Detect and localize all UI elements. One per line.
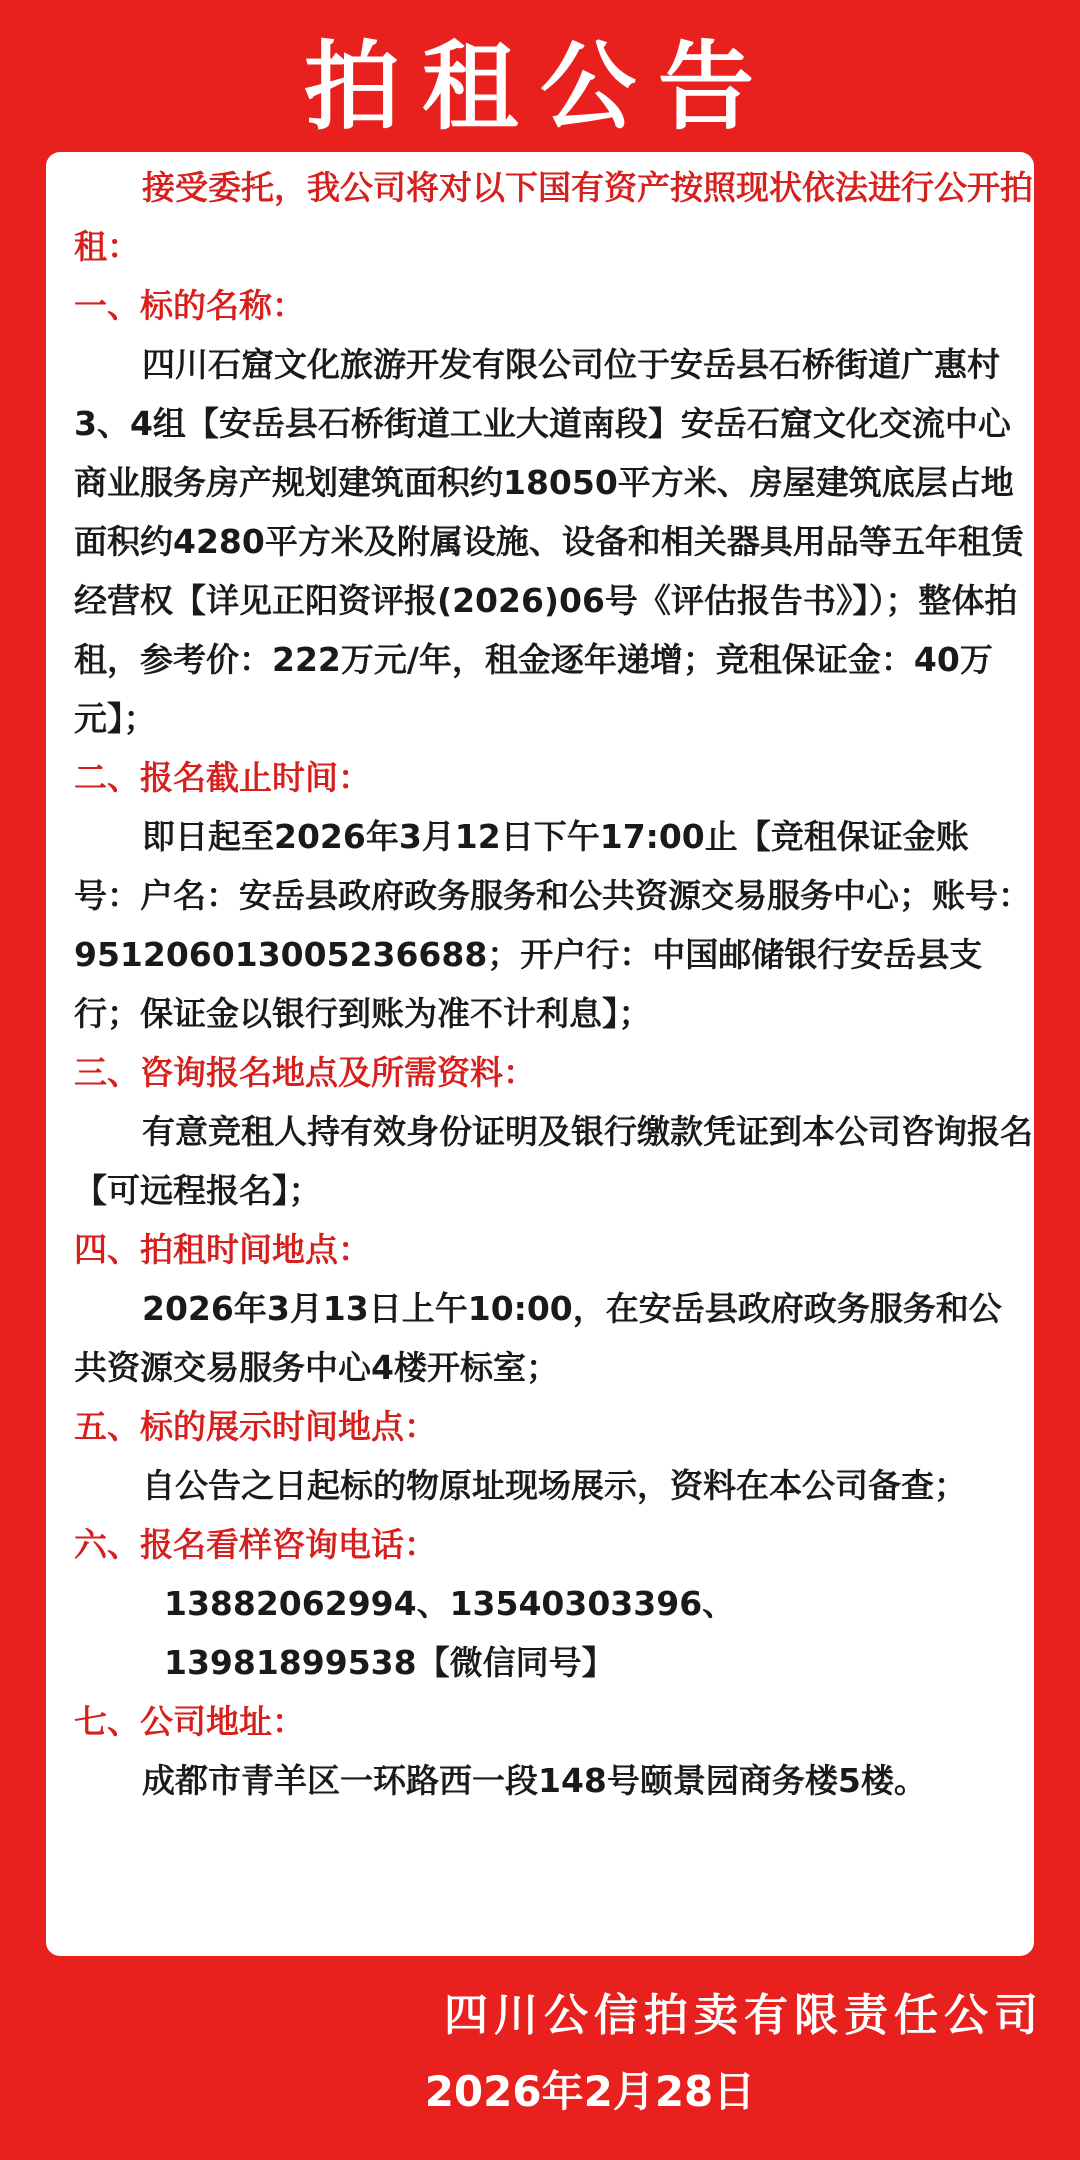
- notice-content: [74, 158, 1034, 1810]
- section-body-5: 自公告之日起标的物原址现场展示，资料在本公司备查；: [142, 1466, 967, 1505]
- section-body-3: 有意竞租人持有效身份证明及银行缴款凭证到本公司咨询报名【可远程报名】；: [74, 1112, 1033, 1210]
- section-heading-1: 一、标的名称：: [74, 286, 305, 325]
- section-heading-6: 六、报名看样咨询电话：: [74, 1525, 437, 1564]
- intro-sentence: 接受委托，我公司将对以下国有资产按照现状依法进行公开拍租：: [74, 168, 1033, 266]
- section-heading-2: 二、报名截止时间：: [74, 758, 371, 797]
- section-heading-5: 五、标的展示时间地点：: [74, 1407, 437, 1446]
- phone-numbers-line-2: 13981899538【微信同号】: [164, 1643, 615, 1682]
- section-body-4: 2026年3月13日上午10:00，在安岳县政府政务服务和公共资源交易服务中心4楼开标室；: [74, 1289, 1002, 1387]
- section-body-7: 成都市青羊区一环路西一段148号颐景园商务楼5楼。: [142, 1761, 927, 1800]
- footer-date: 2026年2月28日: [424, 2067, 756, 2116]
- intro-text: [74, 158, 1034, 276]
- footer-company-name: 四川公信拍卖有限责任公司: [444, 1990, 1044, 2041]
- section-heading-3: 三、咨询报名地点及所需资料：: [74, 1053, 536, 1092]
- phone-numbers-line-1: 13882062994、13540303396、: [164, 1584, 736, 1623]
- section-heading-7: 七、公司地址：: [74, 1702, 305, 1741]
- section-heading-4: 四、拍租时间地点：: [74, 1230, 371, 1269]
- page-title: 拍租公告: [304, 31, 776, 143]
- section-body-1: 四川石窟文化旅游开发有限公司位于安岳县石桥街道广惠村3、4组【安岳县石桥街道工业大道南段】安岳石窟文化交流中心商业服务房产规划建筑面积约18050平方米、房屋建筑底层占地面积约4280平方米及附属设施、设备和相关器具用品等五年租赁经营权【详见正阳资评报(2026)06号《评估报告书》】）；整体拍租，参考价：222万元/年，租金逐年递增；竞租保证金：40万元】；: [74, 345, 1024, 738]
- section-body-2: 即日起至2026年3月12日下午17:00止【竞租保证金账号：户名：安岳县政府政务服务和公共资源交易服务中心；账号：951206013005236688；开户行：中国邮储银行安岳县支行；保证金以银行到账为准不计利息】；: [74, 817, 1031, 1033]
